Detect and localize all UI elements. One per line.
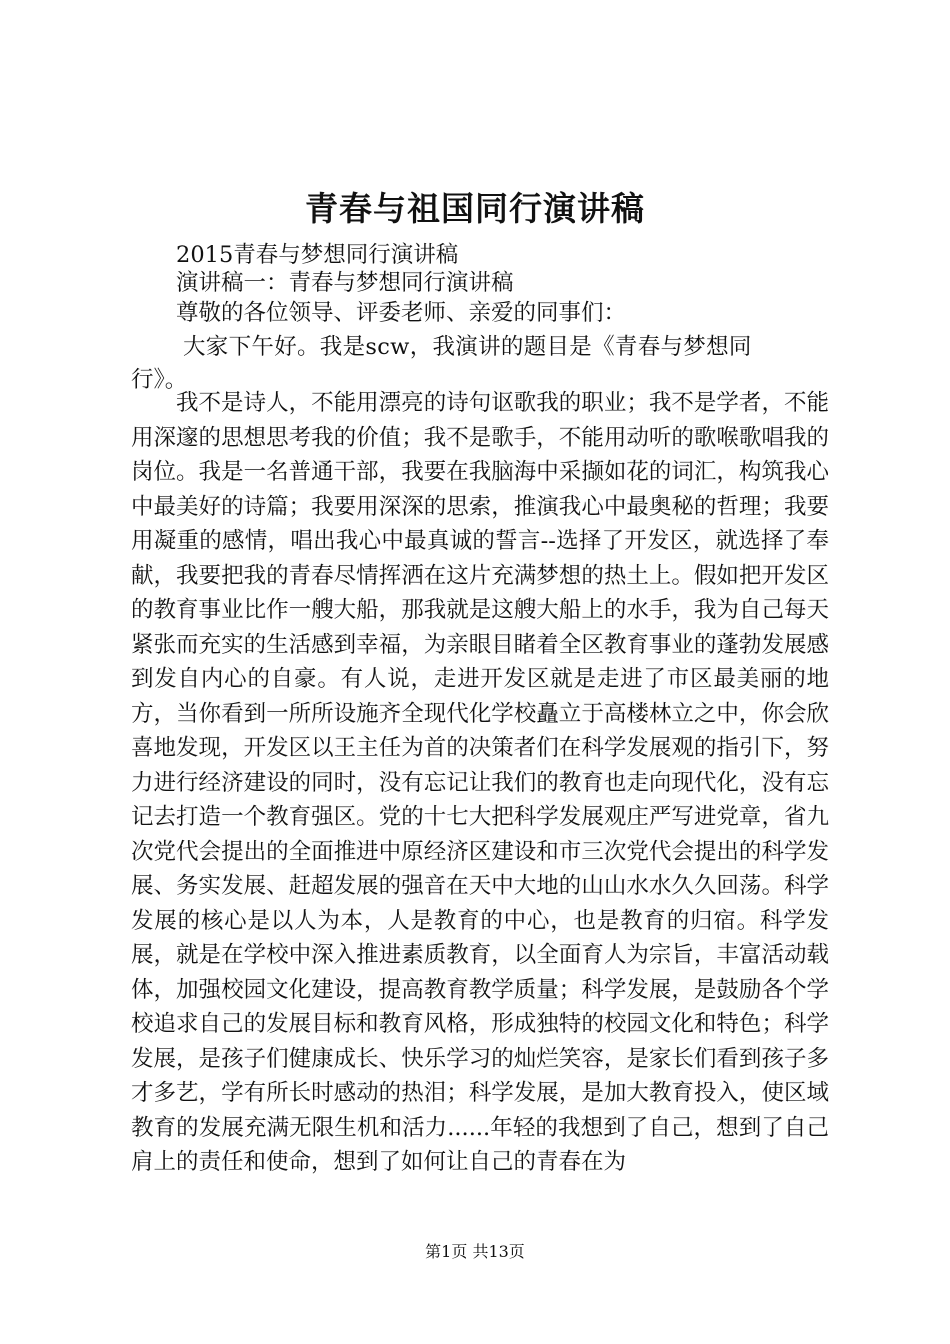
page-number: 第1页 共13页 [425, 1242, 525, 1261]
salutation: 尊敬的各位领导、评委老师、亲爱的同事们： [176, 300, 627, 326]
document-title: 青春与祖国同行演讲稿 [305, 189, 645, 228]
greeting-line-end: 行》。 [131, 367, 188, 393]
speech-heading: 演讲稿一：青春与梦想同行演讲稿 [176, 270, 514, 296]
subtitle-line: 2015青春与梦想同行演讲稿 [176, 242, 459, 268]
body-paragraph: 我不是诗人，不能用漂亮的诗句讴歌我的职业；我不是学者，不能用深邃的思想思考我的价值；我不是歌手，不能用动听的歌喉歌唱我的岗位。我是一名普通干部，我要在我脑海中采撷如花的词汇，构筑我心中最美好的诗篇；我要用深深的思索，推演我心中最奥秘的哲理；我要用凝重的感情，唱出我心中最真诚的誓言--选择了开发区，就选择了奉献，我要把我的青春尽情挥洒在这片充满梦想的热土上。假如把开发区的教育事业比作一艘大船，那我就是这艘大船上的水手，我为自己每天紧张而充实的生活感到幸福，为亲眼目睹着全区教育事业的蓬勃发展感到发自内心的自豪。有人说，走进开发区就是走进了市区最美丽的地方，当你看到一所所设施齐全现代化学校矗立于高楼林立之中，你会欣喜地发现，开发区以王主任为首的决策者们在科学发展观的指引下，努力进行经济建设的同时，没有忘记让我们的教育也走向现代化，没有忘记去打造一个教育强区。党的十七大把科学发展观庄严写进党章，省九次党代会提出的全面推进中原经济区建设和市三次党代会提出的科学发展、务实发展、赶超发展的强音在天中大地的山山水水久久回荡。科学发展的核心是以人为本，人是教育的中心，也是教育的归宿。科学发展，就是在学校中深入推进素质教育，以全面育人为宗旨，丰富活动载体，加强校园文化建设，提高教育教学质量；科学发展，是鼓励各个学校追求自己的发展目标和教育风格，形成独特的校园文化和特色；科学发展，是孩子们健康成长、快乐学习的灿烂笑容，是家长们看到孩子多才多艺，学有所长时感动的热泪；科学发展，是加大教育投入，使区域教育的发展充满无限生机和活力......年轻的我想到了自己，想到了自己肩上的责任和使命，想到了如何让自己的青春在为 [131, 390, 829, 1175]
greeting-line: 大家下午好。我是scw，我演讲的题目是《青春与梦想同 [183, 334, 752, 360]
